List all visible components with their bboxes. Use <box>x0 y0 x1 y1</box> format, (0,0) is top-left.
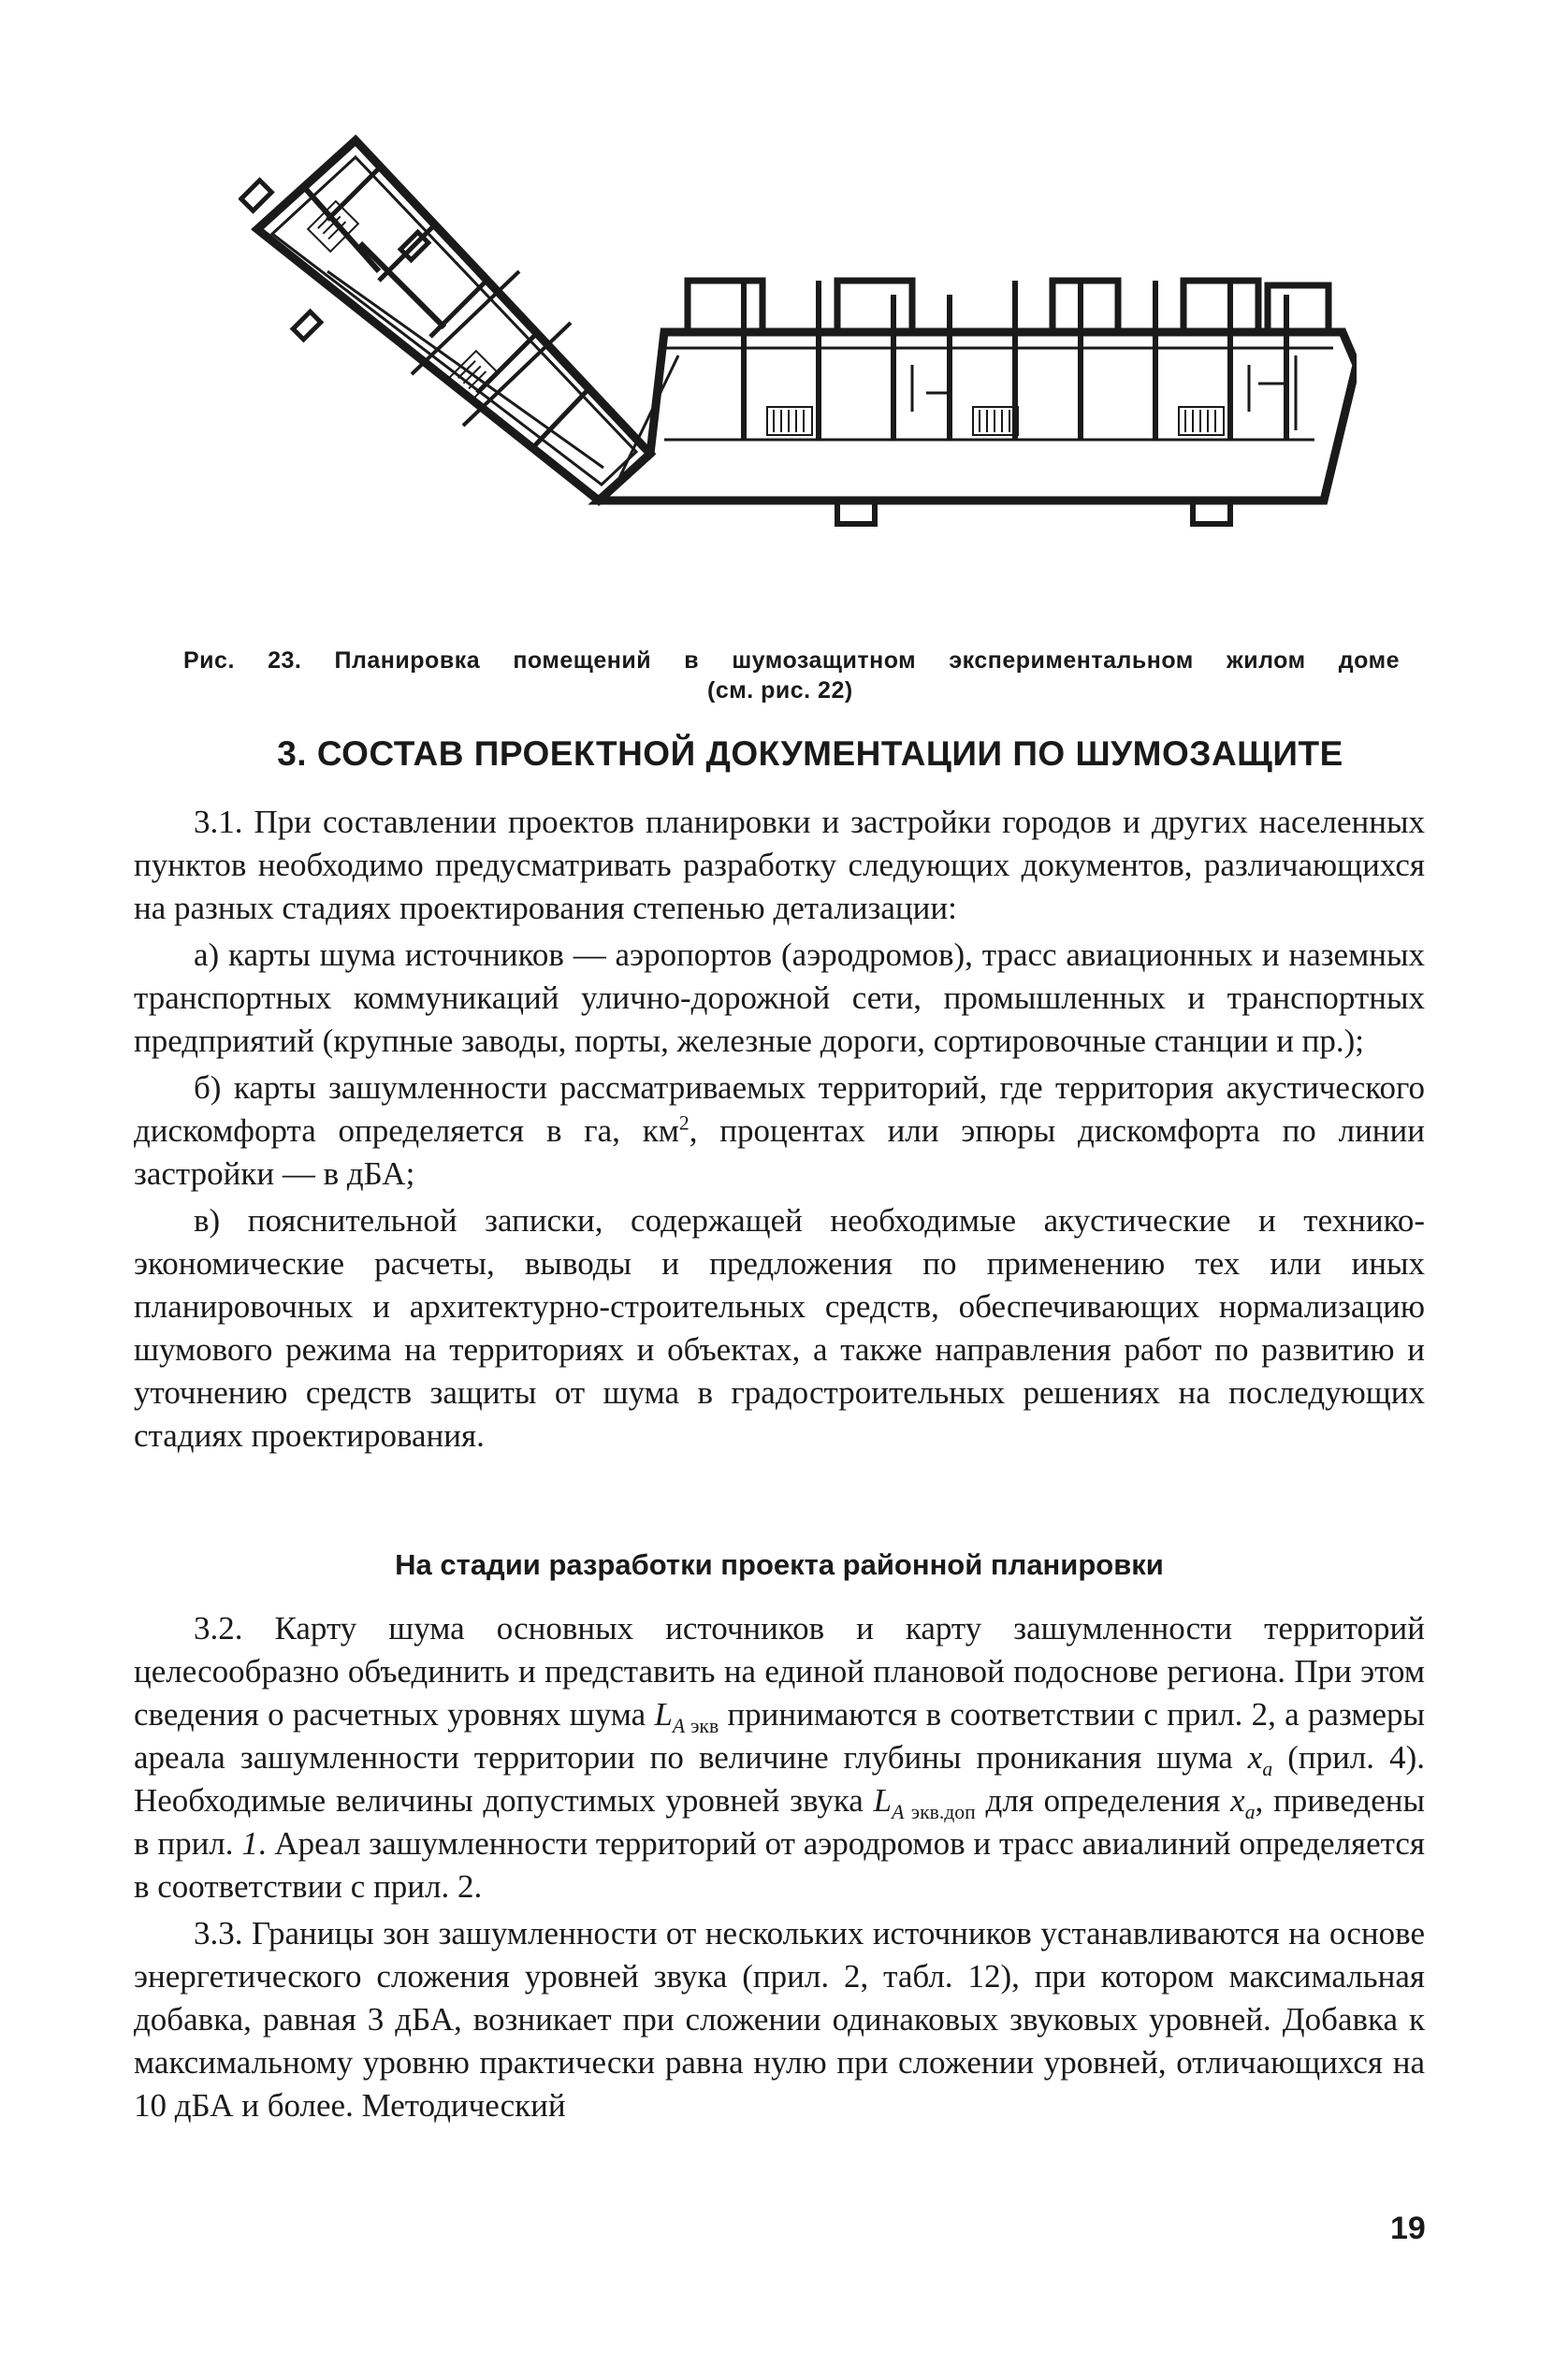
floor-plan-drawing <box>239 131 1357 636</box>
paragraph-number: 3.3. <box>194 1915 243 1951</box>
list-item-b-text: б) карты зашумленности рассматриваемых территорий, где территория акустического дискомфорта определяется в га, км <box>134 1069 1425 1149</box>
text-run: принимаются в соответствии с прил. 2, а размеры ареала зашумленности территории по величине глубины проникания шума <box>134 1696 1425 1776</box>
text-run: Карту шума основных источников и карту зашумленности территорий целесообразно объединить и представить на единой плановой подоснове региона. При этом сведения о расчетных уровнях шума <box>134 1610 1425 1733</box>
superscript: 2 <box>678 1111 690 1135</box>
symbol-A: A <box>892 1801 905 1823</box>
paragraph-3-3 <box>134 1912 1425 2127</box>
floor-plan-figure <box>239 131 1357 636</box>
paragraph-3-1 <box>134 801 1425 930</box>
symbol-x: x <box>1230 1782 1245 1819</box>
page-number: 19 <box>1390 2211 1426 2246</box>
subsection-heading: На стадии разработки проекта районной планировки <box>395 1548 1164 1581</box>
symbol-L: L <box>873 1782 893 1819</box>
subscript-ekv-dop: экв.доп <box>904 1801 976 1823</box>
figure-caption <box>183 646 1400 705</box>
section-title: 3. СОСТАВ ПРОЕКТНОЙ ДОКУМЕНТАЦИИ ПО ШУМОЗАЩИТЕ <box>277 734 1343 773</box>
paragraph-number: 3.1. <box>194 804 243 840</box>
paragraph-text: При составлении проектов планировки и застройки городов и других населенных пунктов необходимо предусматривать разработку следующих документов, различающихся на разных стадиях проектирования степенью детализации: <box>134 804 1425 926</box>
caption-line-2: (см. рис. 22) <box>707 677 853 704</box>
symbol-A: A <box>672 1715 686 1737</box>
paragraph-text: Границы зон зашумленности от нескольких источников устанавливаются на основе энергетического сложения уровней звука (прил. 2, табл. 12), при котором максимальная добавка, равная 3 дБА, возникает при сложении одинаковых звуковых уровней. Добавка к максимальному уровню практически равна нулю при сложении уровней, отличающихся на 10 дБА и более. Методический <box>134 1915 1425 2124</box>
list-item-b-text-end: , процентах или эпюры дискомфорта по линии застройки — в дБА; <box>134 1112 1425 1192</box>
text-run: . Ареал зашумленности территорий от аэродромов и трасс авиалиний определяется в соответствии с прил. 2. <box>134 1825 1426 1905</box>
paragraph-number: 3.2. <box>194 1610 243 1647</box>
body-text-section-2 <box>134 1607 1425 2127</box>
symbol-x: x <box>1247 1739 1263 1776</box>
subscript-a: a <box>1244 1801 1256 1823</box>
subscript-ekv: экв <box>685 1715 719 1737</box>
text-run: для определения <box>975 1782 1231 1819</box>
list-item-a: а) карты шума источников — аэропортов (аэродромов), трасс авиационных и наземных транспортных коммуникаций улично-дорожной сети, промышленных и транспортных предприятий (крупные заводы, порты, железные дороги, сортировочные станции и пр.); <box>134 936 1425 1059</box>
list-item-c: в) пояснительной записки, содержащей необходимые акустические и технико-экономические расчеты, выводы и предложения по применению тех или иных планировочных и архитектурно-строительных средств, обеспечивающих нормализацию шумового режима на территориях и объектах, а также направления работ по развитию и уточнению средств защиты от шума в градостроительных решениях на последующих стадиях проектирования. <box>134 1202 1425 1454</box>
caption-line-1: Рис. 23. Планировка помещений в шумозащитном экспериментальном жилом доме <box>183 647 1400 674</box>
paragraph-3-2 <box>134 1607 1425 1908</box>
text-run: , приведены в прил. <box>134 1782 1426 1862</box>
list-item-b <box>134 1066 1425 1196</box>
text-run: (прил. 4). Необходимые величины допустимых уровней звука <box>134 1739 1425 1819</box>
appendix-ref: 1 <box>241 1825 258 1862</box>
symbol-L: L <box>654 1696 673 1733</box>
body-text-section-1 <box>134 801 1425 1458</box>
subscript-a: a <box>1262 1758 1273 1780</box>
